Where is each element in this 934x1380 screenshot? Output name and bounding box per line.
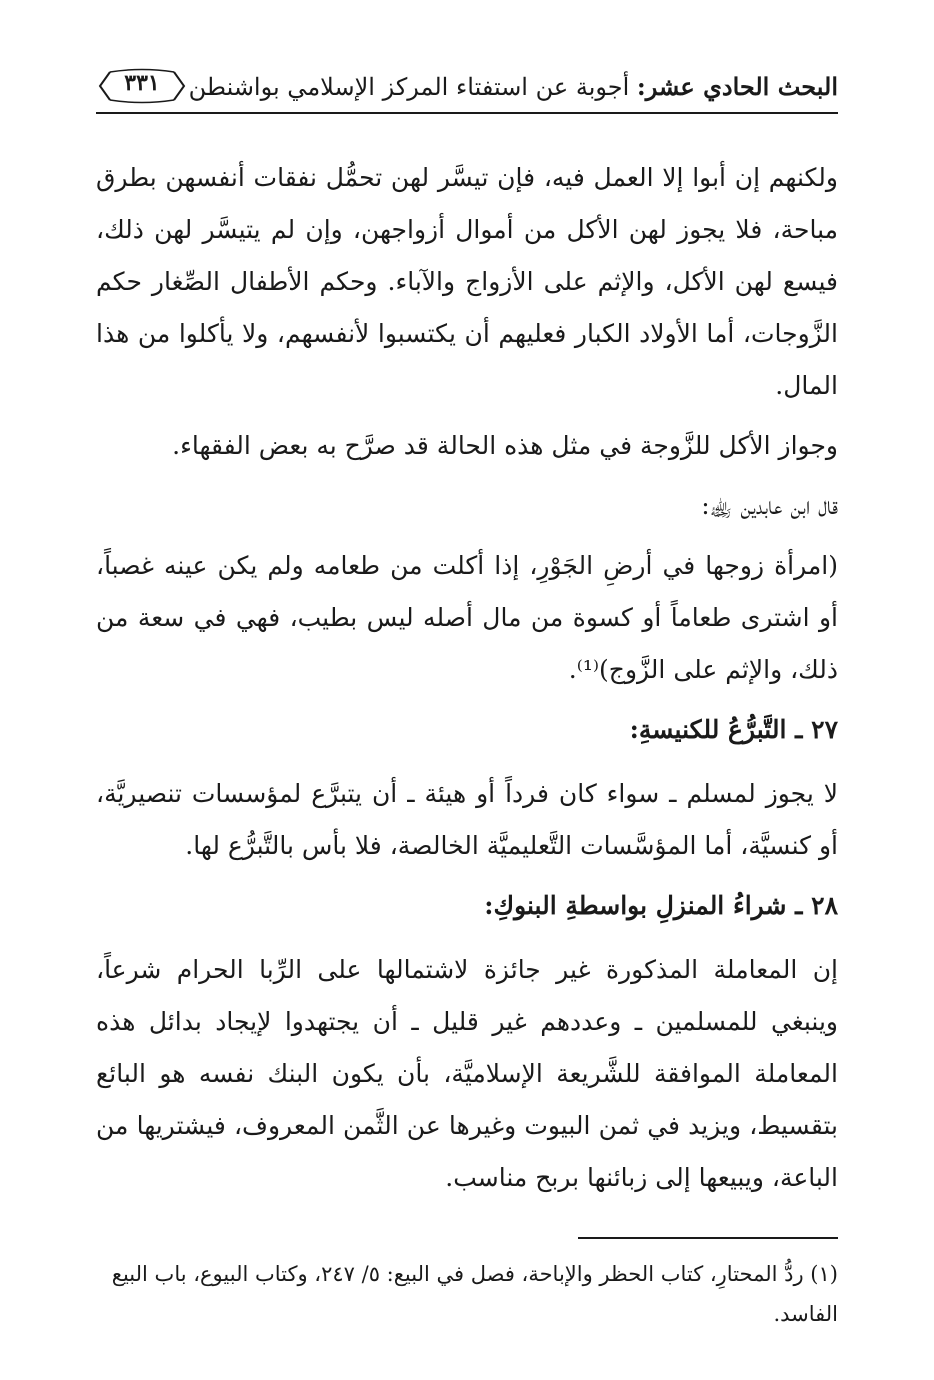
footnotes bbox=[96, 1254, 838, 1334]
header-title bbox=[189, 72, 838, 101]
page-number: ٣٣١ bbox=[124, 70, 160, 96]
section-heading: ٢٧ ـ التَّبرُّعُ للكنيسةِ: bbox=[629, 715, 838, 744]
page-number-badge bbox=[96, 66, 188, 106]
paragraph: ولكنهم إن أبوا إلا العمل فيه، فإن تيسَّر لهن تحمُّل نفقات أنفسهن بطرق مباحة، فلا يجوز لهن الأكل من أموال أزواجهن، وإن لم يتيسَّر لهن ذلك، فيسع لهن الأكل، والإثم على الأزواج والآباء. وحكم الأطفال الصِّغار حكم الزَّوجات، أما الأولاد الكبار فعليهم أن يكتسبوا لأنفسهم، ولا يأكلوا من هذا المال. bbox=[96, 163, 838, 400]
footnote: (١) ردُّ المحتارِ، كتاب الحظر والإباحة، فصل في البيع: ٥/ ٢٤٧، وكتاب البيوع، باب البيع الفاسد. bbox=[111, 1262, 838, 1326]
header-divider bbox=[96, 112, 838, 114]
footnote-divider bbox=[578, 1237, 838, 1239]
paragraph: وجواز الأكل للزَّوجة في مثل هذه الحالة قد صرَّح به بعض الفقهاء. bbox=[172, 431, 838, 460]
section-heading: ٢٨ ـ شراءُ المنزلِ بواسطةِ البنوكِ: bbox=[484, 891, 838, 920]
section-paragraph: إن المعاملة المذكورة غير جائزة لاشتمالها على الرِّبا الحرام شرعاً، وينبغي للمسلمين ـ وعددهم غير قليل ـ أن يجتهدوا لإيجاد بدائل هذه المعاملة الموافقة للشَّريعة الإسلاميَّة، بأن يكون البنك نفسه هو البائع بتقسيط، ويزيد في ثمن البيوت وغيرها عن الثَّمن المعروف، فيشتريها من الباعة، ويبيعها إلى زبائنها بربح مناسب. bbox=[96, 955, 838, 1192]
paragraph: قال ابن عابدين ﵀: bbox=[701, 491, 838, 520]
running-header bbox=[96, 62, 838, 118]
header-title-chapter: البحث الحادي عشر: bbox=[636, 72, 838, 101]
section-paragraph: لا يجوز لمسلم ـ سواء كان فرداً أو هيئة ـ أن يتبرَّع لمؤسسات تنصيريَّة، أو كنسيَّة، أما المؤسَّسات التَّعليميَّة الخالصة، فلا بأس بالتَّبرُّع لها. bbox=[96, 779, 838, 860]
main-text bbox=[96, 152, 838, 1212]
header-title-subject: أجوبة عن استفتاء المركز الإسلامي بواشنطن bbox=[188, 73, 637, 101]
quote-paragraph: (امرأة زوجها في أرضِ الجَوْرِ، إذا أكلت من طعامه ولم يكن عينه غصباً، أو اشترى طعاماً أو كسوة من مال أصله ليس بطيب، فهي في سعة من ذلك، والإثم على الزَّوج)⁽¹⁾. bbox=[96, 551, 838, 684]
